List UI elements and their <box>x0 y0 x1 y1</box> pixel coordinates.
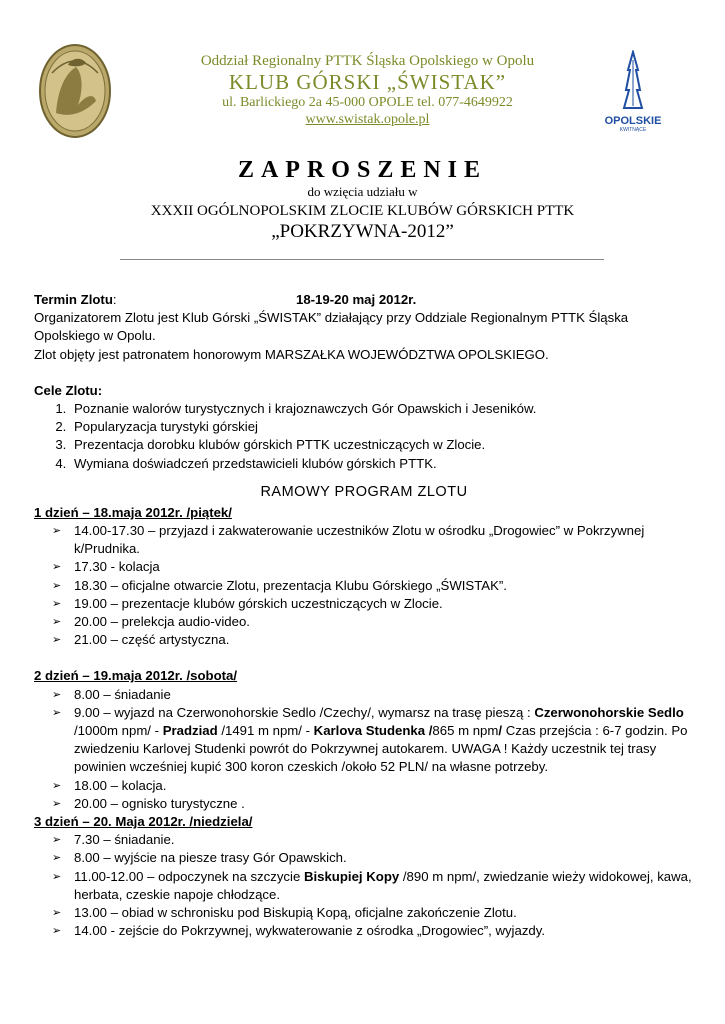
list-item: 2. Popularyzacja turystyki górskiej <box>70 418 694 436</box>
club-address: ul. Barlickiego 2a 45-000 OPOLE tel. 077-4649922 <box>222 95 513 110</box>
termin-label-group <box>34 291 296 309</box>
club-name: KLUB GÓRSKI „ŚWISTAK” <box>228 70 507 94</box>
invitation-heading: ZAPROSZENIE <box>237 157 488 183</box>
opolskie-logo-text: OPOLSKIE <box>604 115 662 127</box>
arrow-bullet-icon: ➢ <box>52 688 62 701</box>
arrow-bullet-icon: ➢ <box>52 597 62 610</box>
invitation-title-block <box>0 155 725 243</box>
termin-label: Termin Zlotu <box>34 292 113 307</box>
patronage-paragraph: Zlot objęty jest patronatem honorowym MARSZAŁKA WOJEWÓDZTWA OPOLSKIEGO. <box>34 346 549 362</box>
club-website-link[interactable]: www.swistak.opole.pl <box>305 112 430 127</box>
document-body <box>34 291 694 941</box>
arrow-bullet-icon: ➢ <box>52 706 62 719</box>
invitation-subheading: do wzięcia udziału w <box>307 184 418 199</box>
list-item: 1. Poznanie walorów turystycznych i krajoznawczych Gór Opawskich i Jeseników. <box>70 400 694 418</box>
termin-row <box>34 291 694 309</box>
opolskie-logo <box>602 50 664 136</box>
title-divider <box>120 259 604 260</box>
arrow-bullet-icon: ➢ <box>52 852 62 865</box>
day3-title: 3 dzień – 20. Maja 2012r. /niedziela/ <box>34 814 253 830</box>
day2-title: 2 dzień – 19.maja 2012r. /sobota/ <box>34 668 238 684</box>
list-item: ➢ 19.00 – prezentacje klubów górskich uczestniczących w Zlocie. <box>52 595 694 613</box>
list-item: ➢ 13.00 – obiad w schronisku pod Biskupią Kopą, oficjalne zakończenie Zlotu. <box>52 904 694 922</box>
termin-colon: : <box>112 292 117 307</box>
day3-list <box>34 831 694 940</box>
list-item: ➢ 9.00 – wyjazd na Czerwonohorskie Sedlo /Czechy/, wymarsz na trasę pieszą : Czerwonohorskie Sedlo /1000m npm/ - Pradziad /1491 m npm/ - Karlova Studenka /865 m npm/ Czas przejścia : 6-7 godzin. Po zwiedzeniu Karlovej Studenki powrót do Pokrzywnej autokarem. UWAGA ! Każdy uczestnik tej trasy powinien wcześniej kupić 300 koron czeskich /około 52 PLN/ na własne potrzeby. <box>52 704 688 775</box>
list-item: ➢ 7.30 – śniadanie. <box>52 831 694 849</box>
organizer-paragraph: Organizatorem Zlotu jest Klub Górski „ŚWISTAK” działający przy Oddziale Regionalnym PTTK Śląska Opolskiego w Opolu. <box>34 310 629 344</box>
list-item: ➢ 14.00 - zejście do Pokrzywnej, wykwaterowanie z ośrodka „Drogowiec”, wyjazdy. <box>52 922 694 940</box>
list-item: ➢ 20.00 – prelekcja audio-video. <box>52 613 694 631</box>
arrow-bullet-icon: ➢ <box>52 561 62 574</box>
list-item: ➢ 17.30 - kolacja <box>52 558 694 576</box>
list-item: ➢ 18.30 – oficjalne otwarcie Zlotu, prezentacja Klubu Górskiego „ŚWISTAK”. <box>52 577 694 595</box>
list-item: ➢ 8.00 – wyjście na piesze trasy Gór Opawskich. <box>52 849 694 867</box>
arrow-bullet-icon: ➢ <box>52 779 62 792</box>
list-item: 3. Prezentacja dorobku klubów górskich PTTK uczestniczących w Zlocie. <box>70 436 694 454</box>
list-item: ➢ 8.00 – śniadanie <box>52 686 694 704</box>
arrow-bullet-icon: ➢ <box>52 870 62 883</box>
arrow-bullet-icon: ➢ <box>52 797 62 810</box>
arrow-bullet-icon: ➢ <box>52 525 62 538</box>
letterhead <box>130 52 605 128</box>
event-title: XXXII OGÓLNOPOLSKIM ZLOCIE KLUBÓW GÓRSKICH PTTK <box>150 203 575 219</box>
club-badge-logo <box>38 43 112 139</box>
goals-list <box>34 400 694 473</box>
day1-title: 1 dzień – 18.maja 2012r. /piątek/ <box>34 504 232 520</box>
organization-line: Oddział Regionalny PTTK Śląska Opolskiego w Opolu <box>200 53 535 69</box>
list-item: 4. Wymiana doświadczeń przedstawicieli klubów górskich PTTK. <box>70 455 694 473</box>
arrow-bullet-icon: ➢ <box>52 579 62 592</box>
event-name: „POKRZYWNA-2012” <box>271 221 454 242</box>
list-item: ➢ 18.00 – kolacja. <box>52 777 694 795</box>
list-item: ➢ 11.00-12.00 – odpoczynek na szczycie Biskupiej Kopy /890 m npm/, zwiedzanie wieży widokowej, kawa, herbata, czeskie napoje chłodzące. <box>52 868 692 902</box>
arrow-bullet-icon: ➢ <box>52 925 62 938</box>
opolskie-logo-subtext: KWITNĄCE <box>619 127 647 133</box>
list-item: ➢ 20.00 – ognisko turystyczne . <box>52 795 694 813</box>
day2-list <box>34 686 694 813</box>
tower-icon <box>602 50 664 110</box>
arrow-bullet-icon: ➢ <box>52 907 62 920</box>
arrow-bullet-icon: ➢ <box>52 634 62 647</box>
goals-heading: Cele Zlotu: <box>34 382 103 398</box>
termin-value: 18-19-20 maj 2012r. <box>296 292 417 307</box>
list-item: ➢ 14.00-17.30 – przyjazd i zakwaterowanie uczestników Zlotu w ośrodku „Drogowiec” w Pokrzywnej k/Prudnika. <box>52 523 645 557</box>
program-heading: RAMOWY PROGRAM ZLOTU <box>260 483 468 500</box>
arrow-bullet-icon: ➢ <box>52 616 62 629</box>
arrow-bullet-icon: ➢ <box>52 834 62 847</box>
day1-list <box>34 522 694 649</box>
list-item: ➢ 21.00 – część artystyczna. <box>52 631 694 649</box>
